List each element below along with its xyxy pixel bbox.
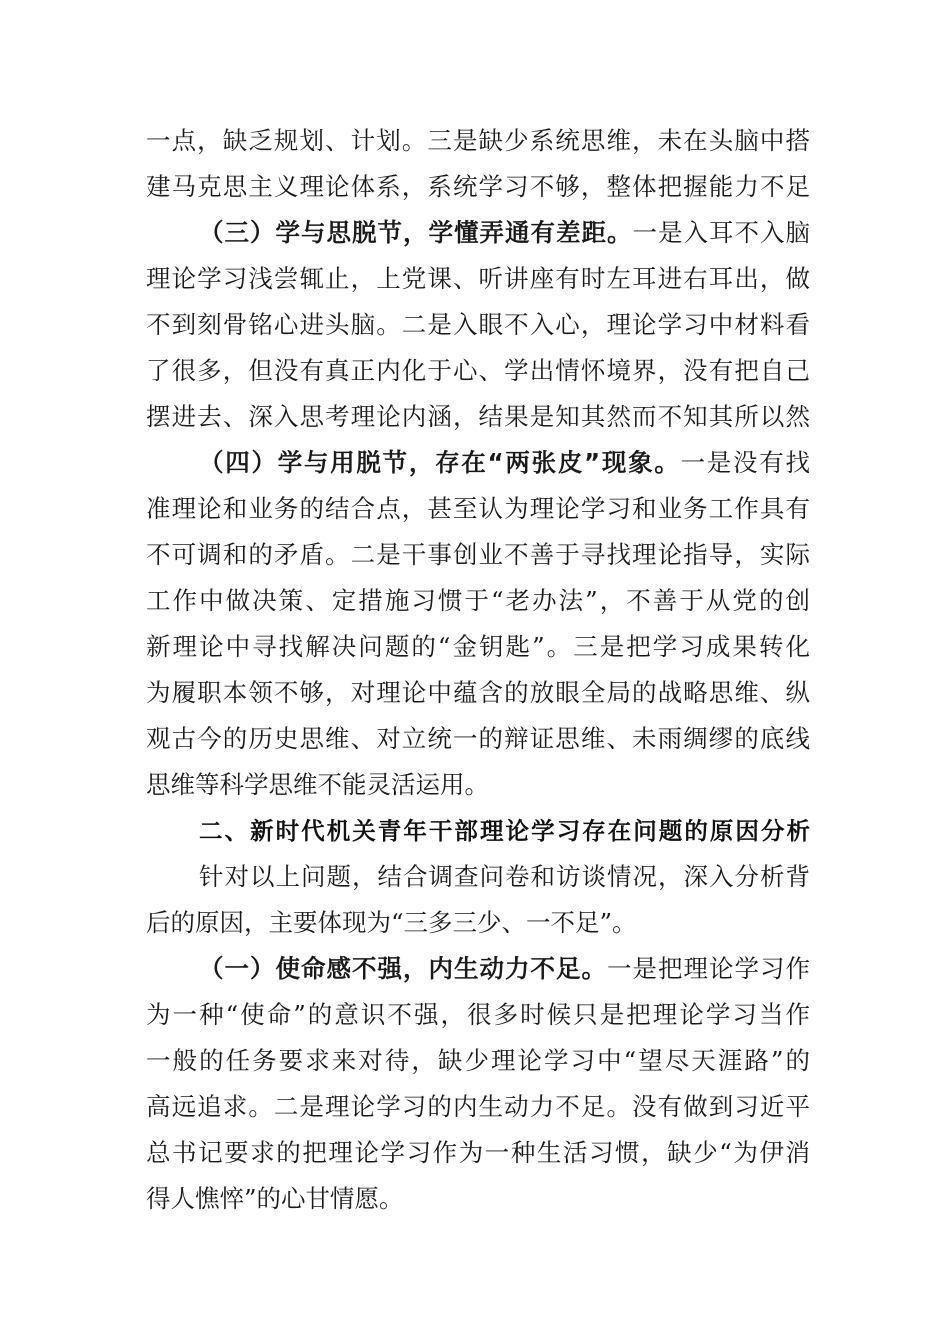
section-heading-2: 二、新时代机关青年干部理论学习存在问题的原因分析 [199, 817, 810, 845]
subheading-line [199, 949, 810, 989]
subheading-3: （三）学与思脱节，学懂弄通有差距。 [199, 218, 633, 247]
text-line: 为一种“使命”的意识不强，很多时候只是把理论学习当作 [146, 1000, 810, 1029]
subheading-1: （一）使命感不强，内生动力不足。 [199, 954, 607, 983]
text-line: 思维等科学思维不能灵活运用。 [146, 770, 489, 799]
text-line: 理论学习浅尝辄止，上党课、听讲座有时左耳进右耳出，做 [146, 264, 810, 293]
subheading-3-rest: 一是入耳不入脑 [632, 218, 810, 247]
text-line: 准理论和业务的结合点，甚至认为理论学习和业务工作具有 [146, 494, 810, 523]
subheading-4-rest: 一是没有找 [680, 448, 810, 477]
subheading-line [199, 443, 810, 483]
text-line: 不到刻骨铭心进头脑。二是入眼不入心，理论学习中材料看 [146, 310, 810, 339]
text-line: 总书记要求的把理论学习作为一种生活习惯，缺少“为伊消 [146, 1138, 810, 1167]
text-line: 后的原因，主要体现为“三多三少、一不足”。 [146, 908, 637, 937]
text-line: 建马克思主义理论体系，系统学习不够，整体把握能力不足 [146, 172, 810, 201]
text-line: 一点，缺乏规划、计划。三是缺少系统思维，未在头脑中搭 [146, 126, 810, 155]
subheading-1-rest: 一是把理论学习作 [607, 954, 810, 983]
subheading-4: （四）学与用脱节，存在“两张皮”现象。 [199, 448, 681, 477]
text-line: 不可调和的矛盾。二是干事创业不善于寻找理论指导，实际 [146, 540, 810, 569]
text-line: 针对以上问题，结合调查问卷和访谈情况，深入分析背 [199, 862, 810, 891]
text-line: 工作中做决策、定措施习惯于“老办法”，不善于从党的创 [146, 586, 810, 615]
text-line: 了很多，但没有真正内化于心、学出情怀境界，没有把自己 [146, 356, 810, 385]
text-line: 得人憔悴”的心甘情愿。 [146, 1184, 404, 1213]
text-line: 一般的任务要求来对待，缺少理论学习中“望尽天涯路”的 [146, 1046, 810, 1075]
text-line: 新理论中寻找解决问题的“金钥匙”。三是把学习成果转化 [146, 632, 810, 661]
text-line: 高远追求。二是理论学习的内生动力不足。没有做到习近平 [146, 1092, 810, 1121]
text-line: 观古今的历史思维、对立统一的辩证思维、未雨绸缪的底线 [146, 724, 810, 753]
text-line: 为履职本领不够，对理论中蕴含的放眼全局的战略思维、纵 [146, 678, 810, 707]
text-line: 摆进去、深入思考理论内涵，结果是知其然而不知其所以然 [146, 402, 810, 431]
subheading-line [199, 213, 810, 253]
